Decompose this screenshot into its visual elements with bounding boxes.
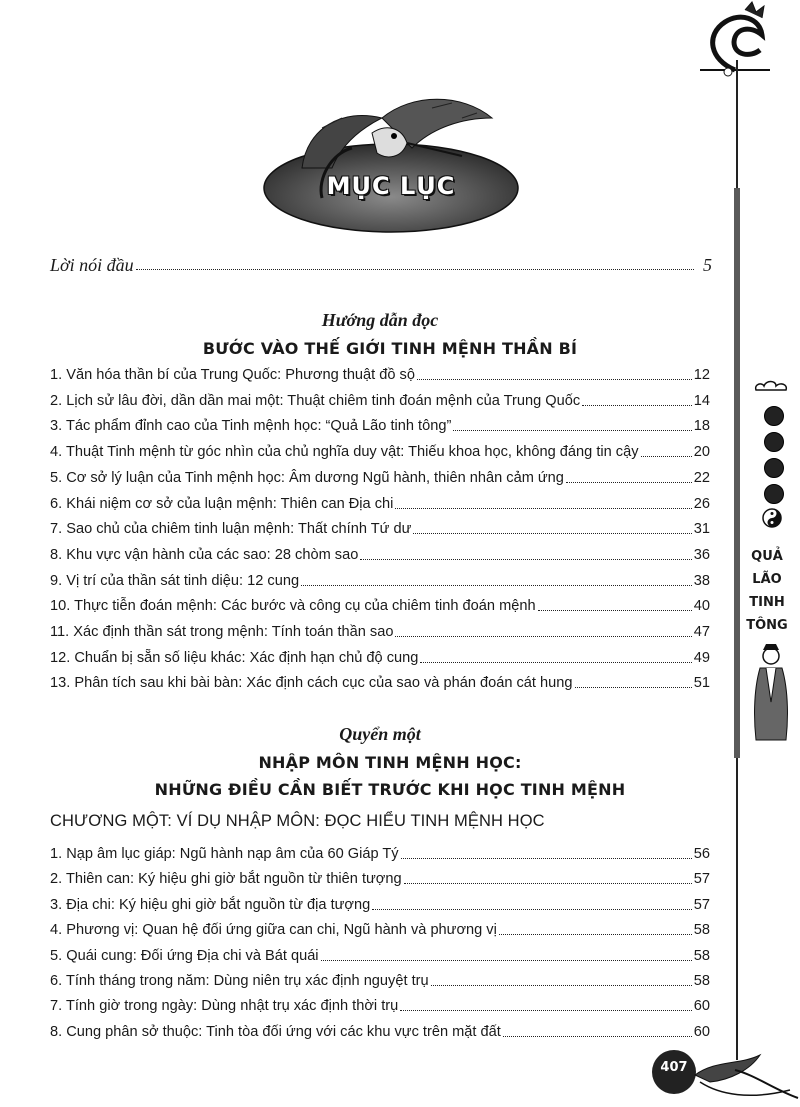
section-title-line1: NHẬP MÔN TINH MỆNH HỌC: <box>258 753 522 772</box>
toc-row[interactable] <box>50 675 710 692</box>
toc-item-page: 57 <box>693 871 710 888</box>
vertical-bar <box>734 188 740 758</box>
ornament-circle-icon <box>764 406 784 426</box>
toc-row[interactable] <box>50 393 710 410</box>
dot-leader <box>404 883 692 884</box>
toc-item-label: 2. Lịch sử lâu đời, dần dần mai một: Thuật chiêm tinh đoán mệnh của Trung Quốc <box>50 392 581 409</box>
toc-item-page: 38 <box>693 572 710 589</box>
toc-item-page: 31 <box>693 521 710 538</box>
toc-row[interactable] <box>50 922 710 939</box>
toc-row[interactable] <box>50 1024 710 1041</box>
dot-leader <box>499 934 692 935</box>
toc-item-page: 49 <box>693 649 710 666</box>
toc-item-label: 10. Thực tiễn đoán mệnh: Các bước và công cụ của chiêm tinh đoán mệnh <box>50 598 536 615</box>
toc-row[interactable] <box>50 573 710 590</box>
toc-row[interactable] <box>50 624 710 641</box>
dot-leader <box>417 379 692 380</box>
dot-leader <box>538 610 692 611</box>
toc-item-page: 58 <box>693 947 710 964</box>
section-title-line2: NHỮNG ĐIỀU CẦN BIẾT TRƯỚC KHI HỌC TINH MỆNH <box>154 780 626 799</box>
toc-row[interactable] <box>50 470 710 487</box>
toc-item-label: 3. Địa chi: Ký hiệu ghi giờ bắt nguồn từ địa tượng <box>50 896 371 913</box>
toc-row[interactable] <box>50 897 710 914</box>
toc-item-page: 58 <box>693 922 710 939</box>
toc-item-label: 2. Thiên can: Ký hiệu ghi giờ bắt nguồn từ thiên tượng <box>50 871 402 888</box>
toc-item-page: 26 <box>693 495 710 512</box>
toc-row[interactable] <box>50 444 710 461</box>
toc-item-label: Lời nói đầu <box>50 255 134 275</box>
toc-item-label: 5. Cơ sở lý luận của Tinh mệnh học: Âm dương Ngũ hành, thiên nhân cảm ứng <box>50 469 564 486</box>
cloud-ornament-icon <box>752 378 792 396</box>
dot-leader <box>566 482 692 483</box>
dot-leader <box>641 456 692 457</box>
toc-item-label: 8. Cung phân sở thuộc: Tinh tòa đối ứng với các khu vực trên mặt đất <box>50 1023 501 1040</box>
dot-leader <box>395 636 691 637</box>
section-title: BƯỚC VÀO THẾ GIỚI TINH MỆNH THẦN BÍ <box>202 339 578 358</box>
section-kicker: Quyển một <box>339 724 421 744</box>
toc-item-page: 12 <box>693 367 710 383</box>
toc-item-page: 58 <box>693 973 710 989</box>
dot-leader <box>321 960 692 961</box>
toc-item-page: 36 <box>693 546 710 563</box>
ornament-circle-icon <box>764 458 784 478</box>
toc-item-label: 7. Sao chủ của chiêm tinh luận mệnh: Thất chính Tứ dư <box>50 521 412 538</box>
toc-item-label: 6. Tính tháng trong năm: Dùng niên trụ xác định nguyệt trụ <box>50 973 429 989</box>
toc-row[interactable] <box>50 598 710 615</box>
toc-item-label: 3. Tác phẩm đỉnh cao của Tinh mệnh học: “Quả Lão tinh tông” <box>50 418 452 435</box>
dot-leader <box>582 405 692 406</box>
toc-item-label: 5. Quái cung: Đối ứng Địa chi và Bát quái <box>50 947 319 964</box>
toc-row[interactable] <box>50 418 710 435</box>
dot-leader <box>372 909 692 910</box>
toc-item-label: 11. Xác định thần sát trong mệnh: Tính toán thần sao <box>50 624 394 640</box>
toc-item-label: 1. Văn hóa thần bí của Trung Quốc: Phương thuật đồ sộ <box>50 367 415 383</box>
toc-item-label: 1. Nạp âm lục giáp: Ngũ hành nạp âm của 60 Giáp Tý <box>50 846 399 862</box>
toc-item-page: 51 <box>693 675 710 692</box>
dot-leader <box>400 1010 692 1011</box>
toc-item-page: 60 <box>693 1023 710 1040</box>
toc-item-label: 8. Khu vực vận hành của các sao: 28 chòm sao <box>50 546 359 563</box>
dot-leader <box>395 508 691 509</box>
toc-row[interactable] <box>50 998 710 1015</box>
toc-item-page: 5 <box>703 255 712 275</box>
side-title-word: QUẢ <box>751 549 783 564</box>
toc-item-label: 7. Tính giờ trong ngày: Dùng nhật trụ xác định thời trụ <box>50 998 399 1015</box>
toc-row[interactable] <box>50 948 710 965</box>
dot-leader <box>453 430 691 431</box>
yin-yang-icon <box>762 508 782 528</box>
toc-item-page: 18 <box>693 418 710 435</box>
dot-leader <box>401 858 692 859</box>
side-title-word: TINH <box>749 595 785 610</box>
page-title: MỤC LỤC <box>326 172 456 200</box>
page-number: 407 <box>660 1060 688 1075</box>
toc-item-label: 4. Thuật Tinh mệnh từ góc nhìn của chủ nghĩa duy vật: Thiếu khoa học, không đáng tin cậy <box>50 444 639 461</box>
toc-item-label: 9. Vị trí của thần sát tinh diệu: 12 cung <box>50 572 300 589</box>
dragon-icon <box>690 0 780 80</box>
ornament-circle-icon <box>764 484 784 504</box>
toc-row[interactable] <box>50 973 710 990</box>
side-title-word: TÔNG <box>746 618 788 633</box>
toc-item-page: 40 <box>693 598 710 615</box>
toc-row[interactable] <box>50 650 710 667</box>
section-kicker: Hướng dẫn đọc <box>321 310 439 330</box>
side-title-word: LÃO <box>752 572 782 587</box>
dot-leader <box>431 985 692 986</box>
dot-leader <box>301 585 692 586</box>
toc-row[interactable] <box>50 547 710 564</box>
toc-row[interactable] <box>50 496 710 513</box>
crane-emblem <box>262 88 520 233</box>
chapter-heading: CHƯƠNG MỘT: VÍ DỤ NHẬP MÔN: ĐỌC HIỂU TINH MỆNH HỌC <box>50 812 545 830</box>
dot-leader <box>413 533 691 534</box>
toc-item-page: 22 <box>693 469 710 486</box>
dot-leader <box>420 662 691 663</box>
toc-row[interactable] <box>50 521 710 538</box>
toc-item-label: 13. Phân tích sau khi bài bàn: Xác định cách cục của sao và phán đoán cát hung <box>50 675 573 692</box>
dot-leader <box>575 687 692 688</box>
toc-item-page: 60 <box>693 998 710 1015</box>
toc-item-page: 56 <box>693 846 710 862</box>
dot-leader <box>136 269 694 270</box>
toc-row[interactable] <box>50 367 710 384</box>
toc-row[interactable] <box>50 871 710 888</box>
toc-item-label: 6. Khái niệm cơ sở của luận mệnh: Thiên can Địa chi <box>50 495 394 512</box>
toc-preface-row[interactable] <box>50 257 712 274</box>
toc-item-page: 47 <box>693 624 710 640</box>
sage-figure-icon <box>748 642 794 742</box>
ornament-circle-icon <box>764 432 784 452</box>
toc-item-page: 14 <box>693 392 710 409</box>
toc-item-label: 4. Phương vị: Quan hệ đối ứng giữa can chi, Ngũ hành và phương vị <box>50 922 497 939</box>
toc-item-page: 20 <box>693 444 710 461</box>
dot-leader <box>360 559 691 560</box>
toc-item-label: 12. Chuẩn bị sẵn số liệu khác: Xác định hạn chủ độ cung <box>50 649 419 666</box>
toc-item-page: 57 <box>693 896 710 913</box>
toc-row[interactable] <box>50 846 710 863</box>
